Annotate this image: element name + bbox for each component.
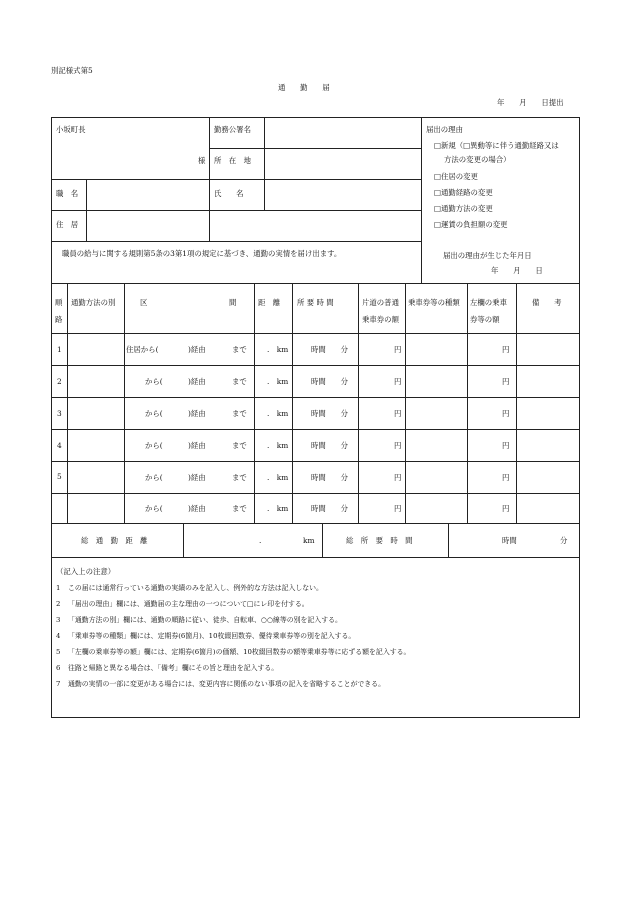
row-to: まで [232,473,247,482]
note-number: 4 [56,632,61,640]
submission-date: 年 月 日提出 [497,98,564,107]
page-title: 通 勤 届 [278,83,330,92]
total-time-label: 総 所 要 時 間 [346,536,413,545]
row-number: 4 [57,441,62,450]
row-fare-unit: 円 [394,473,402,482]
row-time: 時間 分 [311,409,348,418]
row-via: )経由 [188,504,206,513]
total-distance-unit: km [303,536,315,545]
location-field[interactable] [266,150,420,178]
row-fare-unit: 円 [394,504,402,513]
header-method: 通勤方法の別 [71,298,116,307]
total-time-hours: 時間 [502,536,517,545]
note-text: 通勤の実情の一部に変更がある場合には、変更内容に関係のない事項の記入を省略することができる。 [68,680,385,688]
row-from: から( [145,377,163,386]
location-label: 所 在 地 [214,156,251,165]
notes-heading: （記入上の注意） [56,567,116,576]
header-fare-1: 片道の普通 [362,298,399,307]
reason-option-new-cont: 方法の変更の場合） [444,155,511,164]
row-distance: . km [267,377,289,386]
row-distance: . km [267,345,289,354]
position-label: 職 名 [56,189,79,198]
honorific: 様 [198,156,206,165]
header-order-1: 順 [55,298,63,307]
row-number: 1 [57,345,62,354]
row-distance: . km [267,409,289,418]
header-distance: 距 離 [258,298,281,307]
reason-option-residence[interactable]: □住居の変更 [434,172,478,181]
header-left-amount-2: 券等の額 [470,315,500,324]
row-via: )経由 [188,473,206,482]
row-number: 3 [57,409,62,418]
row-amount-unit: 円 [502,473,510,482]
name-label: 氏 名 [214,189,244,198]
row-fare-unit: 円 [394,409,402,418]
note-text: この届には通常行っている通勤の実績のみを記入し、例外的な方法は記入しない。 [68,584,323,592]
row-from: 住居から( [126,345,159,354]
reason-option-fare[interactable]: □運賃の負担額の変更 [434,220,508,229]
name-field[interactable] [266,181,420,209]
note-number: 3 [56,616,61,624]
total-distance-label: 総 通 勤 距 離 [81,536,148,545]
row-time: 時間 分 [311,377,348,386]
note-text: 「乗車券等の種類」欄には、定期券(6箇月)、10枚綴回数券、優待乗車券等の別を記入する。 [68,632,356,640]
row-distance: . km [267,473,289,482]
form-number: 別記様式第5 [51,66,93,75]
row-via: )経由 [188,345,206,354]
row-from: から( [145,473,163,482]
row-amount-unit: 円 [502,504,510,513]
note-number: 1 [56,584,61,592]
addressee: 小坂町長 [56,125,86,134]
total-distance-dot: . [259,536,262,545]
header-section-1: 区 [140,298,148,307]
row-time: 時間 分 [311,504,348,513]
header-fare-2: 乗車券の額 [362,315,399,324]
row-from: から( [145,504,163,513]
reason-option-method[interactable]: □通勤方法の変更 [434,204,493,213]
workplace-field[interactable] [266,119,420,147]
row-via: )経由 [188,441,206,450]
header-ticket-type: 乗車券等の種類 [408,298,460,307]
row-distance: . km [267,441,289,450]
row-time: 時間 分 [311,345,348,354]
date-occurred-label: 届出の理由が生じた年月日 [443,251,532,260]
row-to: まで [232,504,247,513]
note-number: 5 [56,648,61,656]
row-fare-unit: 円 [394,441,402,450]
row-distance: . km [267,504,289,513]
note-text: 「通勤方法の別」欄には、通勤の順路に従い、徒歩、自転車、○○線等の別を記入する。 [68,616,342,624]
reason-label: 届出の理由 [426,125,463,134]
row-amount-unit: 円 [502,345,510,354]
row-time: 時間 分 [311,473,348,482]
row-from: から( [145,409,163,418]
row-time: 時間 分 [311,441,348,450]
position-field[interactable] [88,181,208,209]
note-text: 往路と帰路と異なる場合は、「備考」欄にその旨と理由を記入する。 [68,664,279,672]
note-number: 2 [56,600,61,608]
address-field[interactable] [88,212,420,240]
row-fare-unit: 円 [394,377,402,386]
row-number: 2 [57,377,62,386]
note-number: 6 [56,664,61,672]
reason-option-new[interactable]: □新規（□異動等に伴う通勤経路又は [434,141,559,150]
row-fare-unit: 円 [394,345,402,354]
reason-option-route[interactable]: □通勤経路の変更 [434,188,493,197]
note-text: 「届出の理由」欄には、通勤届の主な理由の一つについて□にレ印を付する。 [68,600,309,608]
row-amount-unit: 円 [502,441,510,450]
header-time: 所 要 時 間 [297,298,334,307]
header-remarks: 備 考 [532,298,562,307]
date-occurred-value: 年 月 日 [491,266,543,275]
row-via: )経由 [188,409,206,418]
row-to: まで [232,409,247,418]
row-to: まで [232,377,247,386]
row-to: まで [232,345,247,354]
note-number: 7 [56,680,61,688]
row-number: 5 [57,472,62,481]
header-section-2: 間 [229,298,237,307]
row-to: まで [232,441,247,450]
row-via: )経由 [188,377,206,386]
row-amount-unit: 円 [502,377,510,386]
header-left-amount-1: 左欄の乗車 [470,298,507,307]
workplace-label: 勤務公署名 [214,125,251,134]
row-amount-unit: 円 [502,409,510,418]
note-text: 「左欄の乗車券等の額」欄には、定期券(6箇月)の価額、10枚綴回数券の額等乗車券等に応ずる額を記入する。 [68,648,411,656]
total-time-minutes: 分 [560,536,568,545]
declaration-text: 職員の給与に関する規則第5条の3第1項の規定に基づき、通勤の実情を届け出ます。 [62,249,342,258]
address-label: 住 居 [56,220,79,229]
header-order-2: 路 [55,315,63,324]
row-from: から( [145,441,163,450]
